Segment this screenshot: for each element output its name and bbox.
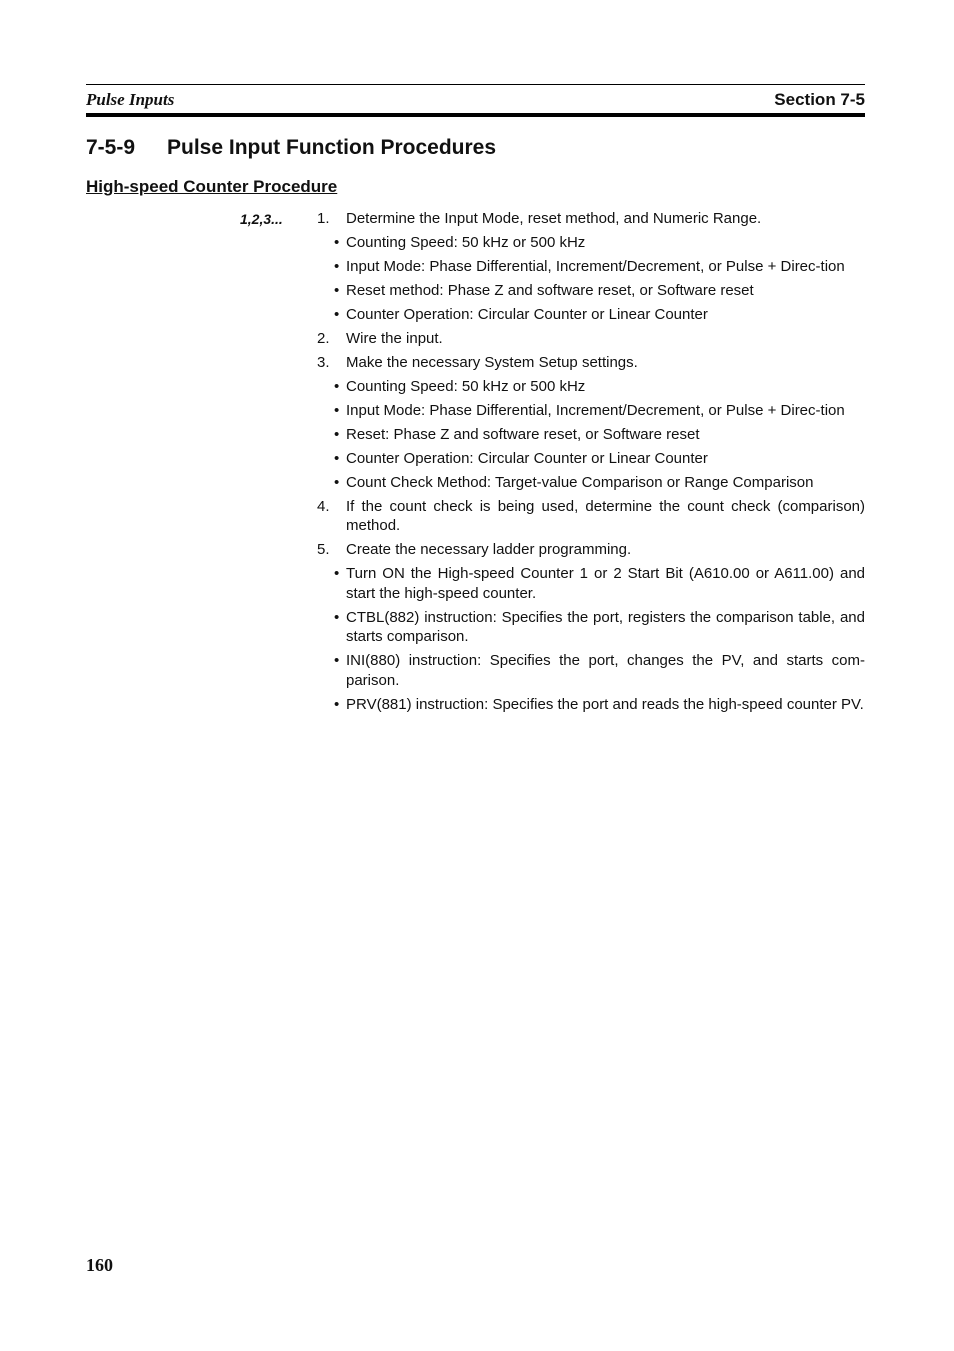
list-item-text: Wire the input. — [346, 330, 443, 347]
bullet-icon: • — [334, 402, 340, 419]
bullet-icon: • — [334, 565, 340, 583]
steps-label: 1,2,3... — [240, 211, 283, 227]
list-item-text: Input Mode: Phase Differential, Increment/Decrement, or Pulse + Direc-tion — [346, 402, 845, 419]
list-item-text: Count Check Method: Target-value Comparison or Range Comparison — [346, 474, 814, 491]
bullet-icon: • — [334, 282, 340, 299]
step-number: 1. — [317, 210, 330, 227]
step-number: 2. — [317, 330, 330, 347]
list-item-text: CTBL(882) instruction: Specifies the port, registers the comparison table, and starts comparison. — [346, 608, 865, 646]
list-item — [317, 257, 865, 276]
procedure-list — [317, 209, 865, 719]
list-item — [317, 401, 865, 420]
bullet-icon: • — [334, 258, 340, 275]
section-title-text: Pulse Input Function Procedures — [167, 136, 497, 159]
bullet-icon: • — [334, 426, 340, 443]
list-item-text: PRV(881) instruction: Specifies the port and reads the high-speed counter PV. — [346, 695, 864, 713]
list-item-text: If the count check is being used, determine the count check (comparison) method. — [346, 498, 865, 535]
list-item-text: Input Mode: Phase Differential, Increment/Decrement, or Pulse + Direc-tion — [346, 258, 845, 275]
step-number: 3. — [317, 354, 330, 371]
list-item — [317, 449, 865, 468]
list-item — [317, 305, 865, 324]
list-item — [317, 695, 865, 714]
list-item — [317, 329, 865, 348]
list-item-text: Reset method: Phase Z and software reset, or Software reset — [346, 282, 754, 299]
header-top-rule — [86, 84, 865, 85]
list-item — [317, 377, 865, 396]
bullet-icon: • — [334, 652, 340, 670]
running-header-title: Pulse Inputs — [86, 90, 175, 109]
list-item — [317, 540, 865, 559]
list-item — [317, 209, 865, 228]
step-number: 5. — [317, 541, 330, 559]
bullet-icon: • — [334, 474, 340, 491]
bullet-icon: • — [334, 306, 340, 323]
list-item-text: Counter Operation: Circular Counter or Linear Counter — [346, 306, 708, 323]
section-heading — [86, 134, 496, 162]
bullet-icon: • — [334, 608, 340, 626]
bullet-icon: • — [334, 450, 340, 467]
list-item — [317, 353, 865, 372]
list-item — [317, 497, 865, 536]
running-header-section: Section 7-5 — [774, 90, 865, 109]
list-item-text: Counter Operation: Circular Counter or Linear Counter — [346, 450, 708, 467]
list-item-text: Reset: Phase Z and software reset, or Software reset — [346, 426, 700, 443]
list-item-text: INI(880) instruction: Specifies the port, changes the PV, and starts com-parison. — [346, 652, 865, 689]
bullet-icon: • — [334, 695, 340, 713]
list-item-text: Create the necessary ladder programming. — [346, 541, 632, 559]
list-item — [317, 425, 865, 444]
page-number: 160 — [86, 1255, 113, 1275]
list-item-text: Turn ON the High-speed Counter 1 or 2 Start Bit (A610.00 or A611.00) and start the high-speed counter. — [346, 565, 865, 602]
subsection-heading: High-speed Counter Procedure — [86, 177, 338, 196]
bullet-icon: • — [334, 234, 340, 251]
bullet-icon: • — [334, 378, 340, 395]
list-item — [317, 608, 865, 647]
list-item — [317, 233, 865, 252]
list-item — [317, 651, 865, 690]
header-bottom-rule — [86, 113, 865, 117]
section-number: 7-5-9 — [86, 136, 136, 159]
list-item — [317, 564, 865, 603]
step-number: 4. — [317, 498, 330, 515]
list-item-text: Make the necessary System Setup settings. — [346, 354, 638, 371]
list-item-text: Counting Speed: 50 kHz or 500 kHz — [346, 234, 586, 251]
list-item-text: Determine the Input Mode, reset method, and Numeric Range. — [346, 210, 762, 227]
list-item — [317, 473, 865, 492]
list-item — [317, 281, 865, 300]
list-item-text: Counting Speed: 50 kHz or 500 kHz — [346, 378, 586, 395]
